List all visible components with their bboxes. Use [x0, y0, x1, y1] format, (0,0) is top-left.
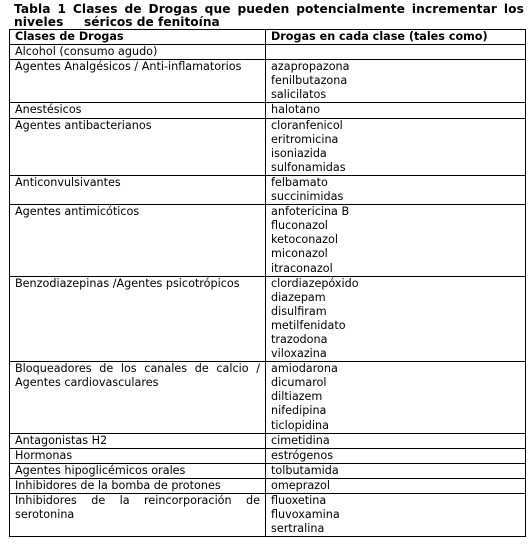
drug-name: viloxazina	[271, 347, 327, 361]
drug-name: eritromicina	[271, 132, 339, 146]
drug-name: diazepam	[271, 290, 326, 304]
table-caption-line1: Tabla 1 Clases de Drogas que pueden potencialmente incrementar los niveles	[14, 2, 524, 29]
table-row	[10, 362, 526, 433]
drug-list-cell	[266, 175, 526, 204]
drug-name: sulfonamidas	[271, 160, 346, 174]
drug-name: clordiazepóxido	[271, 276, 359, 290]
table-row	[10, 433, 526, 448]
table-row	[10, 205, 526, 276]
drug-class-cell	[10, 494, 266, 537]
drug-name: estrógenos	[271, 448, 334, 462]
drug-name: ticlopidina	[271, 418, 329, 432]
drug-class-cell	[10, 448, 266, 463]
drug-name: tolbutamida	[271, 463, 339, 477]
table-row	[10, 45, 526, 60]
drug-name: amiodarona	[271, 362, 338, 376]
drug-class-cell	[10, 276, 266, 362]
drug-class-cell	[10, 362, 266, 433]
drug-class-cell	[10, 118, 266, 175]
drug-class-text: Bloqueadores de los canales de calcio /	[15, 362, 260, 376]
drug-list-cell	[266, 205, 526, 276]
drug-name: fluconazol	[271, 219, 328, 233]
drug-name: azapropazona	[271, 60, 350, 74]
drug-name: fluvoxamina	[271, 508, 340, 522]
drug-name: salicilatos	[271, 88, 327, 102]
drug-name: ketoconazol	[271, 233, 338, 247]
drug-class-cell	[10, 205, 266, 276]
drug-class-text: Anestésicos	[15, 103, 82, 117]
drug-name: trazodona	[271, 332, 328, 346]
drug-class-text: Antagonistas H2	[15, 433, 108, 447]
drug-list-cell	[266, 448, 526, 463]
drug-name: halotano	[271, 103, 321, 117]
table-row	[10, 494, 526, 537]
drug-class-cell	[10, 463, 266, 478]
drug-name: dicumarol	[271, 376, 327, 390]
table-row	[10, 118, 526, 175]
drug-list-cell	[266, 463, 526, 478]
drug-class-text: Alcohol (consumo agudo)	[15, 45, 158, 59]
drug-name: metilfenidato	[271, 318, 346, 332]
table-caption-line2: séricos de fenitoína	[84, 15, 220, 29]
drug-class-cell	[10, 433, 266, 448]
table-row	[10, 103, 526, 118]
drug-list-cell	[266, 276, 526, 362]
drug-name: fluoxetina	[271, 494, 327, 507]
drug-name: nifedipina	[271, 404, 327, 418]
table-row	[10, 276, 526, 362]
table-row	[10, 478, 526, 493]
drug-class-cell	[10, 45, 266, 60]
drug-name: succinimidas	[271, 190, 344, 204]
drug-name: disulfiram	[271, 304, 327, 318]
drug-class-text: Agentes antimicóticos	[15, 205, 140, 219]
drug-list-cell	[266, 45, 526, 60]
drug-name: anfotericina B	[271, 205, 350, 219]
drug-name: fenilbutazona	[271, 74, 348, 88]
drug-name: cloranfenicol	[271, 118, 343, 132]
table-row	[10, 463, 526, 478]
drug-list-cell	[266, 103, 526, 118]
drug-class-cell	[10, 103, 266, 118]
drug-class-text: serotonina	[15, 508, 75, 522]
table-header-row	[10, 30, 526, 45]
drug-class-text: Benzodiazepinas /Agentes psicotrópicos	[15, 276, 240, 290]
drug-class-text: Hormonas	[15, 448, 73, 462]
header-drugs-in-class: Drogas en cada clase (tales como)	[266, 30, 526, 45]
table-row	[10, 60, 526, 103]
drug-list-cell	[266, 433, 526, 448]
drug-class-text: Agentes Analgésicos / Anti-inflamatorios	[15, 60, 242, 74]
drug-list-cell	[266, 60, 526, 103]
table-row	[10, 175, 526, 204]
drug-name: sertralina	[271, 522, 325, 536]
drug-name: omeprazol	[271, 478, 331, 492]
drug-list-cell	[266, 118, 526, 175]
drug-class-text: Inhibidores de la reincorporación de	[15, 494, 260, 507]
drug-name: miconazol	[271, 247, 328, 261]
drug-name: diltiazem	[271, 390, 323, 404]
drug-list-cell	[266, 362, 526, 433]
table-row	[10, 448, 526, 463]
drug-class-cell	[10, 60, 266, 103]
drug-list-cell	[266, 494, 526, 537]
drug-class-text: Agentes hipoglicémicos orales	[15, 463, 186, 477]
header-drug-classes: Clases de Drogas	[10, 30, 266, 45]
drug-class-text: Agentes antibacterianos	[15, 118, 152, 132]
drug-name: itraconazol	[271, 261, 333, 275]
drug-classes-table	[9, 29, 526, 537]
drug-name: cimetidina	[271, 433, 330, 447]
drug-name: isoniazida	[271, 146, 327, 160]
drug-class-cell	[10, 478, 266, 493]
drug-class-text: Anticonvulsivantes	[15, 175, 121, 189]
drug-name: felbamato	[271, 175, 328, 189]
drug-class-text: Inhibidores de la bomba de protones	[15, 478, 221, 492]
drug-class-cell	[10, 175, 266, 204]
drug-list-cell	[266, 478, 526, 493]
table-body	[10, 45, 526, 537]
drug-class-text: Agentes cardiovasculares	[15, 376, 159, 390]
